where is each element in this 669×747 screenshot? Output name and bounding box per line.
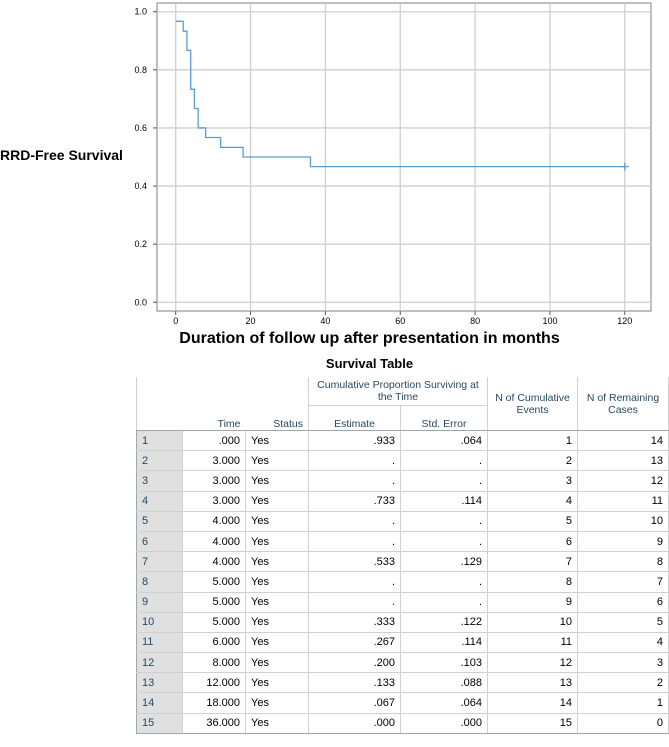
cumulative-events-cell: 2 [488, 451, 578, 471]
time-cell: .000 [183, 431, 246, 451]
status-cell: Yes [246, 511, 309, 531]
time-cell: 12.000 [183, 673, 246, 693]
time-cell: 6.000 [183, 632, 246, 652]
status-cell: Yes [246, 693, 309, 713]
cumulative-events-cell: 5 [488, 511, 578, 531]
time-cell: 4.000 [183, 531, 246, 551]
status-cell: Yes [246, 653, 309, 673]
cumulative-events-cell: 3 [488, 471, 578, 491]
std-error-cell: . [401, 572, 488, 592]
time-cell: 4.000 [183, 511, 246, 531]
time-cell: 3.000 [183, 451, 246, 471]
cumulative-events-cell: 9 [488, 592, 578, 612]
cumulative-events-cell: 13 [488, 673, 578, 693]
y-tick-label: 0.2 [134, 239, 147, 250]
x-tick-label: 120 [617, 316, 633, 326]
table-row [137, 693, 669, 713]
table-row [137, 491, 669, 511]
table-row [137, 632, 669, 652]
y-tick-label: 0.6 [134, 122, 147, 133]
table-row [137, 612, 669, 632]
row-number: 12 [137, 653, 183, 673]
status-cell: Yes [246, 431, 309, 451]
y-axis-label: RRD-Free Survival [0, 147, 123, 163]
estimate-cell: . [309, 451, 401, 471]
std-error-header: Std. Error [401, 406, 488, 431]
status-cell: Yes [246, 531, 309, 551]
x-tick-label: 80 [470, 316, 481, 326]
time-cell: 3.000 [183, 491, 246, 511]
x-tick-label: 40 [320, 316, 331, 326]
status-cell: Yes [246, 612, 309, 632]
estimate-cell: .000 [309, 713, 401, 733]
time-cell: 5.000 [183, 612, 246, 632]
n-cumulative-events-header: N of Cumulative Events [488, 377, 578, 431]
std-error-cell: .064 [401, 693, 488, 713]
estimate-header: Estimate [309, 406, 401, 431]
estimate-cell: . [309, 471, 401, 491]
remaining-cases-cell: 14 [578, 431, 669, 451]
std-error-cell: . [401, 471, 488, 491]
row-number: 8 [137, 572, 183, 592]
row-number: 1 [137, 431, 183, 451]
estimate-cell: .067 [309, 693, 401, 713]
cumulative-proportion-header: Cumulative Proportion Surviving at the Time [309, 377, 488, 406]
time-cell: 36.000 [183, 713, 246, 733]
x-tick-label: 0 [173, 316, 179, 326]
n-remaining-cases-header: N of Remaining Cases [578, 377, 669, 431]
estimate-cell: . [309, 511, 401, 531]
x-tick-label: 20 [245, 316, 256, 326]
remaining-cases-cell: 4 [578, 632, 669, 652]
time-cell: 8.000 [183, 653, 246, 673]
estimate-cell: . [309, 572, 401, 592]
std-error-cell: . [401, 511, 488, 531]
time-cell: 18.000 [183, 693, 246, 713]
remaining-cases-cell: 2 [578, 673, 669, 693]
estimate-cell: .133 [309, 673, 401, 693]
estimate-cell: .267 [309, 632, 401, 652]
row-number: 14 [137, 693, 183, 713]
row-number: 10 [137, 612, 183, 632]
remaining-cases-cell: 7 [578, 572, 669, 592]
remaining-cases-cell: 5 [578, 612, 669, 632]
remaining-cases-cell: 1 [578, 693, 669, 713]
status-cell: Yes [246, 632, 309, 652]
survival-plot [0, 0, 669, 330]
remaining-cases-cell: 6 [578, 592, 669, 612]
plot-area [157, 3, 651, 311]
time-header: Time [183, 406, 246, 431]
table-row [137, 592, 669, 612]
std-error-cell: . [401, 451, 488, 471]
std-error-cell: .122 [401, 612, 488, 632]
cumulative-events-cell: 10 [488, 612, 578, 632]
table-row [137, 531, 669, 551]
estimate-cell: .733 [309, 491, 401, 511]
status-header: Status [246, 406, 309, 431]
remaining-cases-cell: 0 [578, 713, 669, 733]
std-error-cell: .000 [401, 713, 488, 733]
cumulative-events-cell: 8 [488, 572, 578, 592]
status-cell: Yes [246, 572, 309, 592]
table-row [137, 431, 669, 451]
remaining-cases-cell: 10 [578, 511, 669, 531]
table-body [137, 431, 669, 734]
status-cell: Yes [246, 491, 309, 511]
status-cell: Yes [246, 673, 309, 693]
corner-header [137, 377, 183, 406]
time-cell: 5.000 [183, 592, 246, 612]
std-error-cell: . [401, 531, 488, 551]
std-error-cell: .064 [401, 431, 488, 451]
table-row [137, 552, 669, 572]
status-cell: Yes [246, 471, 309, 491]
cumulative-events-cell: 12 [488, 653, 578, 673]
y-tick-label: 0.4 [134, 181, 147, 192]
status-cell: Yes [246, 552, 309, 572]
time-header-spacer [183, 377, 246, 406]
table-row [137, 713, 669, 733]
remaining-cases-cell: 9 [578, 531, 669, 551]
std-error-cell: .114 [401, 491, 488, 511]
estimate-cell: .333 [309, 612, 401, 632]
row-number: 13 [137, 673, 183, 693]
row-number: 6 [137, 531, 183, 551]
std-error-cell: .103 [401, 653, 488, 673]
row-number: 5 [137, 511, 183, 531]
row-number: 2 [137, 451, 183, 471]
remaining-cases-cell: 3 [578, 653, 669, 673]
y-tick-label: 0.8 [134, 64, 147, 75]
row-number: 7 [137, 552, 183, 572]
cumulative-events-cell: 15 [488, 713, 578, 733]
x-tick-label: 60 [395, 316, 406, 326]
time-cell: 5.000 [183, 572, 246, 592]
x-tick-label: 100 [542, 316, 558, 326]
estimate-cell: .933 [309, 431, 401, 451]
remaining-cases-cell: 13 [578, 451, 669, 471]
table-row [137, 673, 669, 693]
rownum-header [137, 406, 183, 431]
x-axis-label: Duration of follow up after presentation in months [179, 330, 560, 347]
estimate-cell: . [309, 531, 401, 551]
row-number: 11 [137, 632, 183, 652]
std-error-cell: . [401, 592, 488, 612]
status-header-spacer [246, 377, 309, 406]
row-number: 15 [137, 713, 183, 733]
cumulative-events-cell: 1 [488, 431, 578, 451]
table-row [137, 471, 669, 491]
status-cell: Yes [246, 713, 309, 733]
survival-table [136, 377, 669, 734]
estimate-cell: .200 [309, 653, 401, 673]
std-error-cell: .114 [401, 632, 488, 652]
cumulative-events-cell: 14 [488, 693, 578, 713]
table-title: Survival Table [325, 356, 414, 371]
row-number: 9 [137, 592, 183, 612]
remaining-cases-cell: 11 [578, 491, 669, 511]
table-row [137, 511, 669, 531]
cumulative-events-cell: 11 [488, 632, 578, 652]
row-number: 3 [137, 471, 183, 491]
time-cell: 3.000 [183, 471, 246, 491]
y-tick-label: 1.0 [134, 6, 147, 17]
remaining-cases-cell: 12 [578, 471, 669, 491]
status-cell: Yes [246, 451, 309, 471]
status-cell: Yes [246, 592, 309, 612]
estimate-cell: . [309, 592, 401, 612]
time-cell: 4.000 [183, 552, 246, 572]
y-tick-label: 0.0 [134, 297, 147, 308]
cumulative-events-cell: 4 [488, 491, 578, 511]
row-number: 4 [137, 491, 183, 511]
std-error-cell: .088 [401, 673, 488, 693]
cumulative-events-cell: 7 [488, 552, 578, 572]
estimate-cell: .533 [309, 552, 401, 572]
std-error-cell: .129 [401, 552, 488, 572]
table-row [137, 653, 669, 673]
table-row [137, 451, 669, 471]
cumulative-events-cell: 6 [488, 531, 578, 551]
remaining-cases-cell: 8 [578, 552, 669, 572]
table-row [137, 572, 669, 592]
